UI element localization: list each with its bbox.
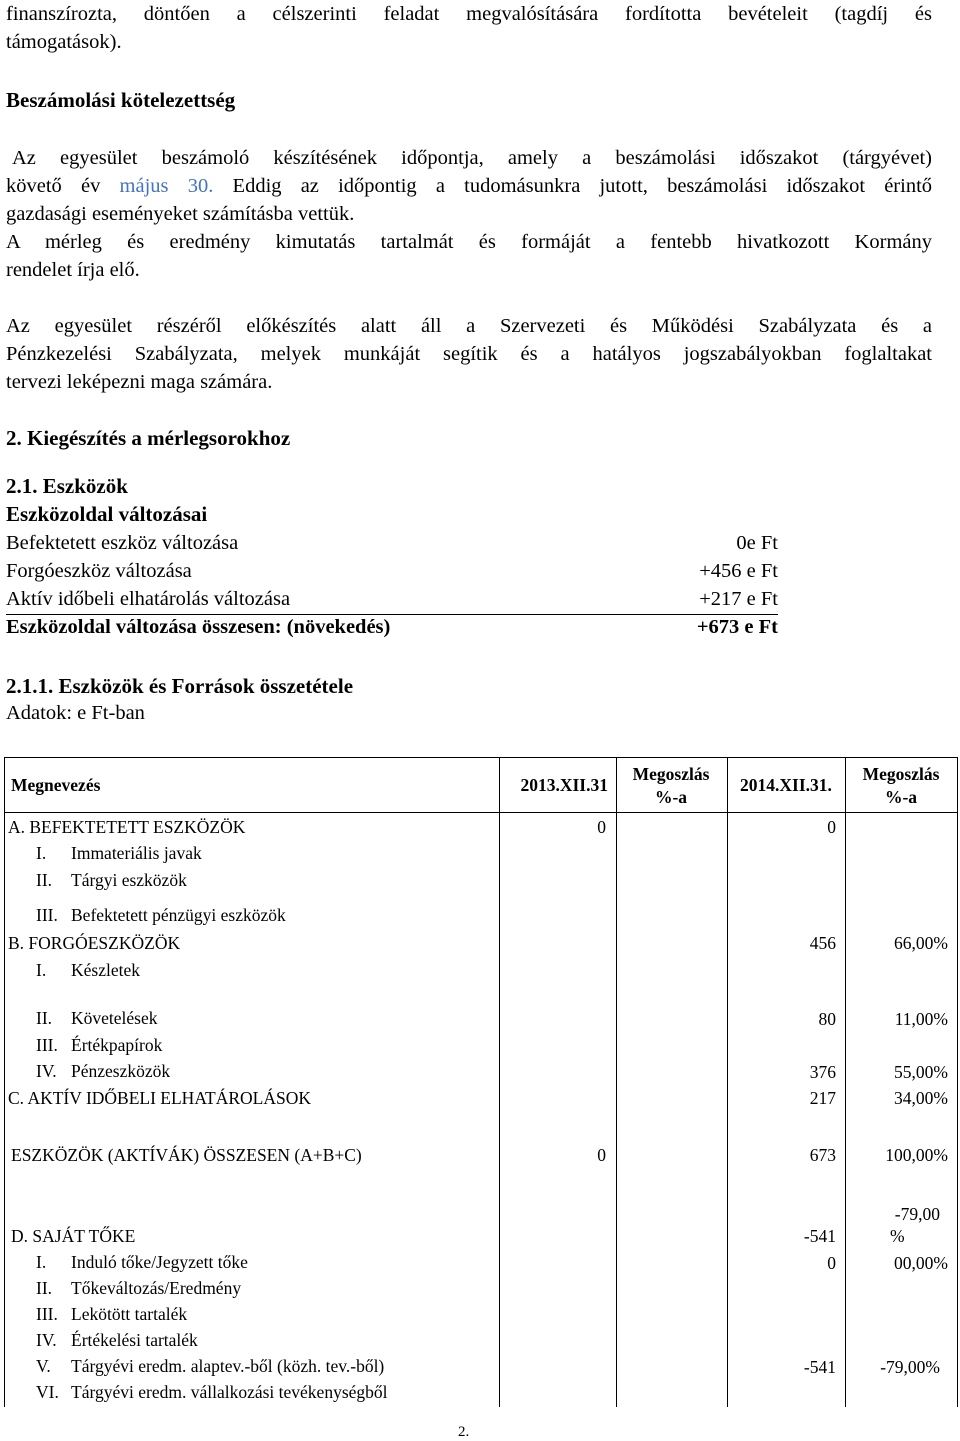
text-segment: követő év <box>6 175 101 197</box>
change-total-label: Eszközoldal változása összesen: (növekedés) <box>6 616 391 638</box>
table-row-label: Tárgyévi eredm. alaptev.-ből (közh. tev.-ből) <box>71 1356 385 1376</box>
table-row-divider <box>4 812 958 813</box>
change-row <box>6 532 778 560</box>
table-cell-2014: -541 <box>803 1226 836 1246</box>
table-border <box>4 757 5 1407</box>
reporting-p3-line-1: Az egyesület részéről előkészítés alatt áll a Szervezeti és Működési Szabályzata és a <box>6 315 932 337</box>
reporting-p1-line-3: gazdasági eseményeket számításba vettük. <box>6 203 355 225</box>
table-cell-share-2014: 66,00% <box>894 933 948 953</box>
page-number: 2. <box>458 1424 470 1440</box>
table-row-label: C. AKTÍV IDŐBELI ELHATÁROLÁSOK <box>8 1088 311 1108</box>
table-border <box>957 757 958 1407</box>
change-label: Aktív időbeli elhatárolás változása <box>6 588 291 610</box>
table-cell-2014: 80 <box>818 1009 836 1029</box>
change-label: Befektetett eszköz változása <box>6 532 239 554</box>
table-column-divider <box>727 757 728 1407</box>
section-title-reporting: Beszámolási kötelezettség <box>6 88 236 112</box>
table-row-number: III. <box>36 1035 58 1055</box>
table-row-number: II. <box>36 1278 53 1298</box>
table-cell-share-2014: 11,00% <box>894 1009 948 1029</box>
table-row-label: Tőkeváltozás/Eredmény <box>71 1278 242 1298</box>
text-segment: Eddig az időpontig a tudomásunkra jutott, beszámolási időszakot érintő <box>232 175 933 197</box>
change-label: Forgóeszköz változása <box>6 560 192 582</box>
table-cell-2013: 0 <box>597 1145 606 1165</box>
table-row-number: III. <box>36 905 58 925</box>
section-title-2: 2. Kiegészítés a mérlegsorokhoz <box>6 426 291 450</box>
table-row-label: D. SAJÁT TŐKE <box>11 1226 136 1246</box>
column-header-share-2014: Megoszlás <box>862 764 940 784</box>
table-cell-share-2014: -79,00 <box>894 1204 940 1224</box>
change-value: +456 e Ft <box>699 560 778 582</box>
table-row-number: V. <box>36 1356 51 1376</box>
table-row-number: I. <box>36 1252 47 1272</box>
intro-line-1: finanszírozta, döntően a célszerinti feladat megvalósítására fordította bevételeit (tagdíj és <box>6 3 932 25</box>
table-cell-2014: 217 <box>809 1088 836 1108</box>
table-cell-2014: 376 <box>809 1062 836 1082</box>
change-total-row <box>6 616 778 644</box>
reporting-p2-line-1: A mérleg és eredmény kimutatás tartalmát és formáját a fentebb hivatkozott Kormány <box>6 231 932 253</box>
table-row-label: B. FORGÓESZKÖZÖK <box>8 933 181 953</box>
table-row-number: I. <box>36 843 47 863</box>
table-row-number: IV. <box>36 1330 57 1350</box>
table-row-label: Tárgyévi eredm. vállalkozási tevékenységből <box>71 1382 388 1402</box>
table-cell-share-2014: 34,00% <box>894 1088 948 1108</box>
table-cell-2014: 0 <box>827 817 836 837</box>
change-value: +217 e Ft <box>699 588 778 610</box>
change-value: 0e Ft <box>736 532 778 554</box>
table-column-divider <box>499 757 500 1407</box>
change-row <box>6 560 778 588</box>
table-total-label: ESZKÖZÖK (AKTÍVÁK) ÖSSZESEN (A+B+C) <box>11 1145 362 1165</box>
table-cell-2013: 0 <box>597 817 606 837</box>
table-row-label: Pénzeszközök <box>71 1061 171 1081</box>
reporting-p3-line-3: tervezi leképezni maga számára. <box>6 371 273 393</box>
table-cell-2014: 673 <box>809 1145 836 1165</box>
table-row-label: A. BEFEKTETETT ESZKÖZÖK <box>8 817 246 837</box>
column-header-2014: 2014.XII.31. <box>740 775 832 795</box>
reporting-p1-line-1: Az egyesület beszámoló készítésének időpontja, amely a beszámolási időszakot (tárgyévet) <box>12 147 932 169</box>
table-row-number: I. <box>36 960 47 980</box>
table-row-label: Induló tőke/Jegyzett tőke <box>71 1252 248 1272</box>
table-cell-share-2014: 100,00% <box>885 1145 948 1165</box>
table-column-divider <box>616 757 617 1407</box>
table-row-number: III. <box>36 1304 58 1324</box>
date-link[interactable]: május 30. <box>119 175 214 197</box>
table-row-number: II. <box>36 1008 53 1028</box>
table-row-number: IV. <box>36 1061 57 1081</box>
column-header-share-2013-sub: %-a <box>654 787 688 807</box>
balance-table <box>4 757 958 1407</box>
reporting-p2-line-2: rendelet írja elő. <box>6 259 140 281</box>
change-total-value: +673 e Ft <box>696 616 778 638</box>
table-row-label: Tárgyi eszközök <box>71 870 187 890</box>
table-row-label: Lekötött tartalék <box>71 1304 188 1324</box>
column-header-share-2013: Megoszlás <box>632 764 710 784</box>
reporting-p3-line-2: Pénzkezelési Szabályzata, melyek munkáját segítik és a hatályos jogszabályokban foglaltakat <box>6 343 932 365</box>
table-column-divider <box>845 757 846 1407</box>
table-cell-share-2014: 55,00% <box>894 1062 948 1082</box>
subsection-title-assets: 2.1. Eszközök <box>6 474 128 498</box>
column-header-2013: 2013.XII.31 <box>520 775 608 795</box>
table-border <box>4 757 958 758</box>
composition-title: 2.1.1. Eszközök és Források összetétele <box>6 674 354 698</box>
table-cell-share-2014: -79,00% <box>880 1357 940 1377</box>
table-row-label: Immateriális javak <box>71 843 202 863</box>
composition-note: Adatok: e Ft-ban <box>6 702 145 724</box>
table-cell-2014: 0 <box>827 1253 836 1273</box>
table-row-label: Követelések <box>71 1008 158 1028</box>
changes-title: Eszközoldal változásai <box>6 502 208 526</box>
table-row-label: Befektetett pénzügyi eszközök <box>71 905 286 925</box>
table-row-number: VI. <box>36 1382 59 1402</box>
change-row <box>6 588 778 615</box>
table-cell-share-2014: 00,00% <box>894 1253 948 1273</box>
column-header-name: Megnevezés <box>11 775 101 795</box>
table-cell-2014: -541 <box>803 1357 836 1377</box>
table-row-label: Értékpapírok <box>71 1035 163 1055</box>
column-header-share-2014-sub: %-a <box>884 787 918 807</box>
table-cell-share-2014-unit: % <box>890 1226 905 1246</box>
table-row-label: Készletek <box>71 960 140 980</box>
table-cell-2014: 456 <box>809 933 836 953</box>
table-row-number: II. <box>36 870 53 890</box>
intro-line-2: támogatások). <box>6 31 122 53</box>
table-row-label: Értékelési tartalék <box>71 1330 198 1350</box>
